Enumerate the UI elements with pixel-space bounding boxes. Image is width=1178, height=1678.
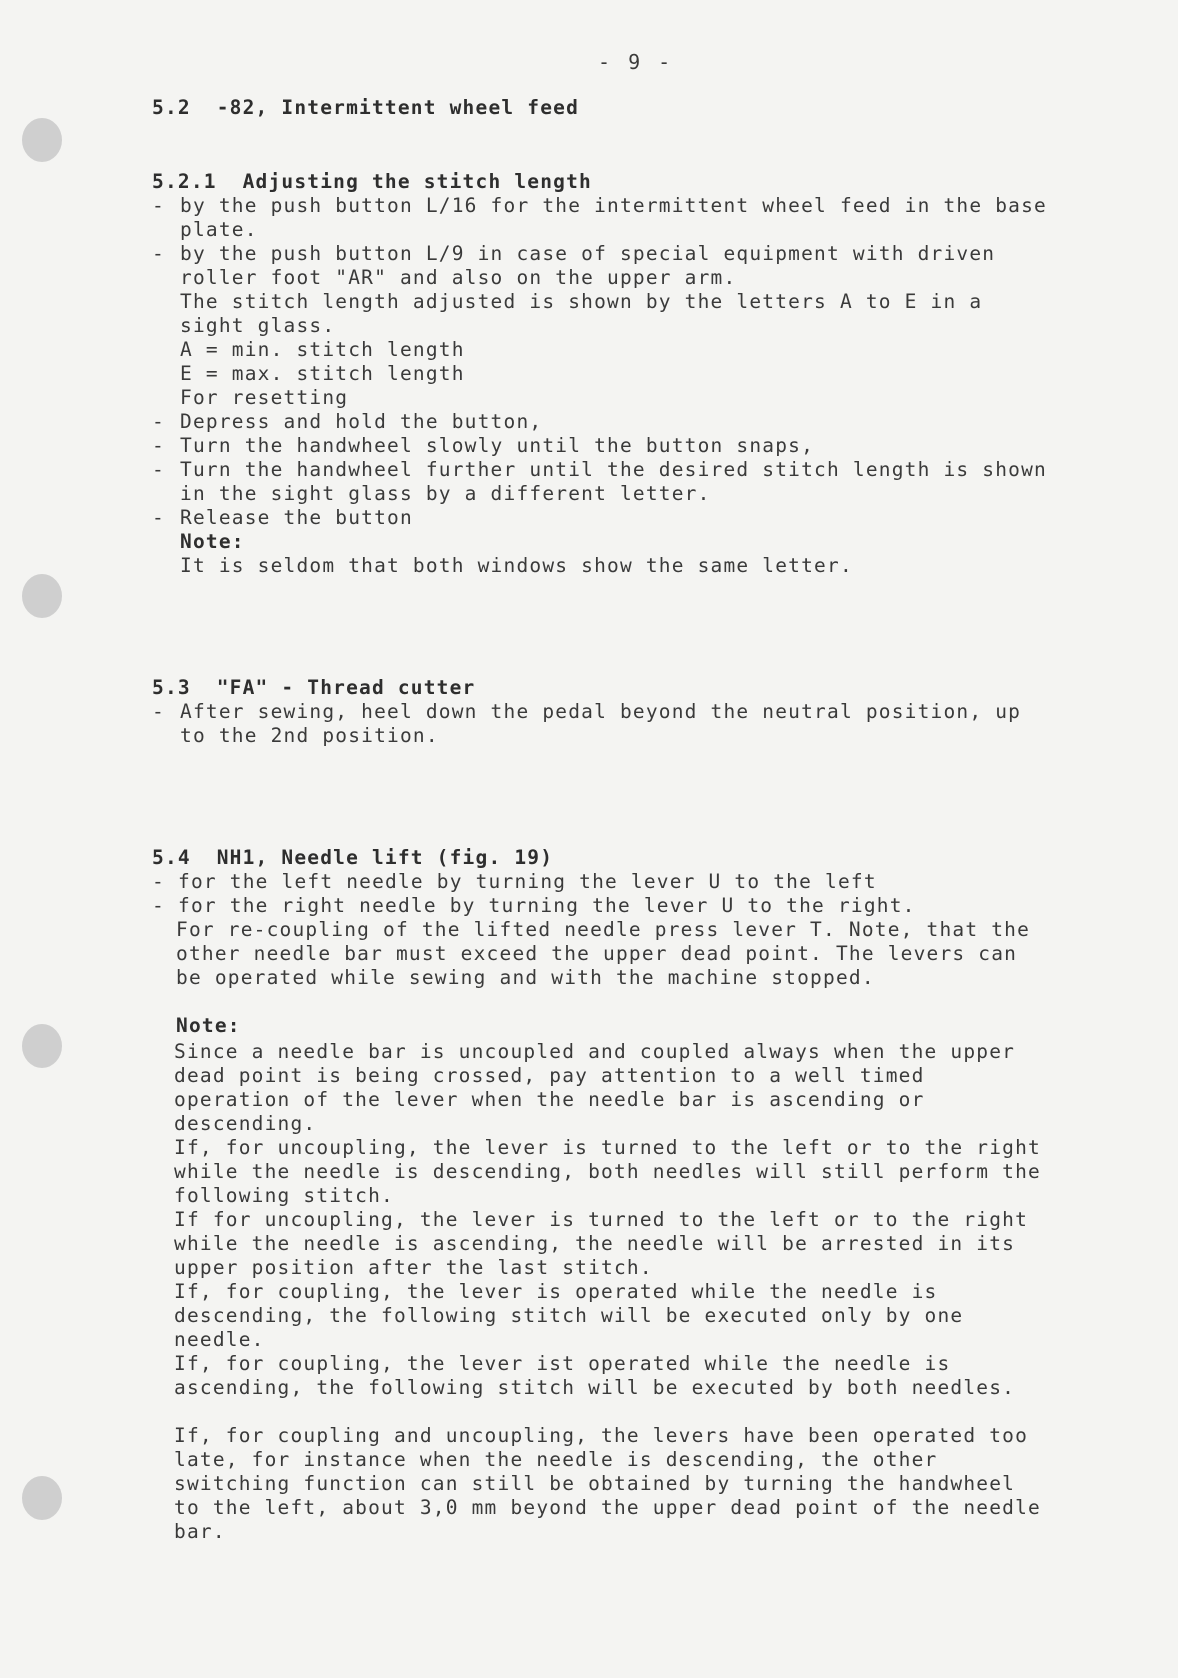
text-line: switching function can still be obtained by turning the handwheel [174,1472,1016,1495]
text-line: The stitch length adjusted is shown by the letters A to E in a [180,290,983,313]
section-heading-5-2-1: 5.2.1 Adjusting the stitch length [152,170,592,193]
text-line: If, for coupling, the lever is operated while the needle is [174,1280,938,1303]
text-line: following stitch. [174,1184,394,1207]
text-line: After sewing, heel down the pedal beyond the neutral position, up [180,700,1022,723]
text-line: descending. [174,1112,317,1135]
text-line: Release the button [180,506,413,529]
text-line: for the right needle by turning the lever U to the right. [178,894,916,917]
bullet-dash: - [152,870,164,893]
text-line: dead point is being crossed, pay attention to a well timed [174,1064,925,1087]
text-line: by the push button L/9 in case of special equipment with driven [180,242,996,265]
text-line: while the needle is ascending, the needle will be arrested in its [174,1232,1016,1255]
text-line: roller foot "AR" and also on the upper arm. [180,266,737,289]
bullet-dash: - [152,410,164,433]
text-line: Depress and hold the button, [180,410,543,433]
text-line: sight glass. [180,314,336,337]
text-line: for the left needle by turning the lever U to the left [178,870,877,893]
text-line: Turn the handwheel further until the desired stitch length is shown [180,458,1047,481]
bullet-dash: - [152,894,164,917]
text-line: For re-coupling of the lifted needle press lever T. Note, that the [176,918,1031,941]
text-line: plate. [180,218,258,241]
text-line: It is seldom that both windows show the same letter. [180,554,853,577]
text-line: E = max. stitch length [180,362,465,385]
section-heading-5-3: 5.3 "FA" - Thread cutter [152,676,476,699]
text-line: to the 2nd position. [180,724,439,747]
section-heading-5-2: 5.2 -82, Intermittent wheel feed [152,96,580,119]
text-line: needle. [174,1328,265,1351]
text-line: If, for coupling and uncoupling, the levers have been operated too [174,1424,1029,1447]
text-line: For resetting [180,386,349,409]
page-number: - 9 - [598,50,674,74]
text-line: to the left, about 3,0 mm beyond the upper dead point of the needle [174,1496,1041,1519]
text-line: bar. [174,1520,226,1543]
text-line: while the needle is descending, both needles will still perform the [174,1160,1041,1183]
text-line: If, for coupling, the lever ist operated while the needle is [174,1352,951,1375]
text-line: If for uncoupling, the lever is turned to the left or to the right [174,1208,1029,1231]
text-line: ascending, the following stitch will be executed by both needles. [174,1376,1016,1399]
text-line: in the sight glass by a different letter. [180,482,711,505]
text-line: If, for uncoupling, the lever is turned to the left or to the right [174,1136,1041,1159]
text-line: late, for instance when the needle is descending, the other [174,1448,938,1471]
bullet-dash: - [152,506,164,529]
text-line: A = min. stitch length [180,338,465,361]
bullet-dash: - [152,458,164,481]
text-line: Turn the handwheel slowly until the button snaps, [180,434,815,457]
text-line: operation of the lever when the needle bar is ascending or [174,1088,925,1111]
punch-hole-1 [22,118,62,162]
note-label: Note: [180,530,245,553]
note-label: Note: [176,1014,241,1037]
text-line: descending, the following stitch will be executed only by one [174,1304,964,1327]
bullet-dash: - [152,242,164,265]
text-line: be operated while sewing and with the machine stopped. [176,966,875,989]
text-line: upper position after the last stitch. [174,1256,653,1279]
punch-hole-4 [22,1476,62,1520]
text-line: other needle bar must exceed the upper dead point. The levers can [176,942,1018,965]
bullet-dash: - [152,700,164,723]
bullet-dash: - [152,194,164,217]
punch-hole-3 [22,1024,62,1068]
text-line: by the push button L/16 for the intermittent wheel feed in the base [180,194,1047,217]
bullet-dash: - [152,434,164,457]
punch-hole-2 [22,574,62,618]
text-line: Since a needle bar is uncoupled and coupled always when the upper [174,1040,1016,1063]
section-heading-5-4: 5.4 NH1, Needle lift (fig. 19) [152,846,554,869]
